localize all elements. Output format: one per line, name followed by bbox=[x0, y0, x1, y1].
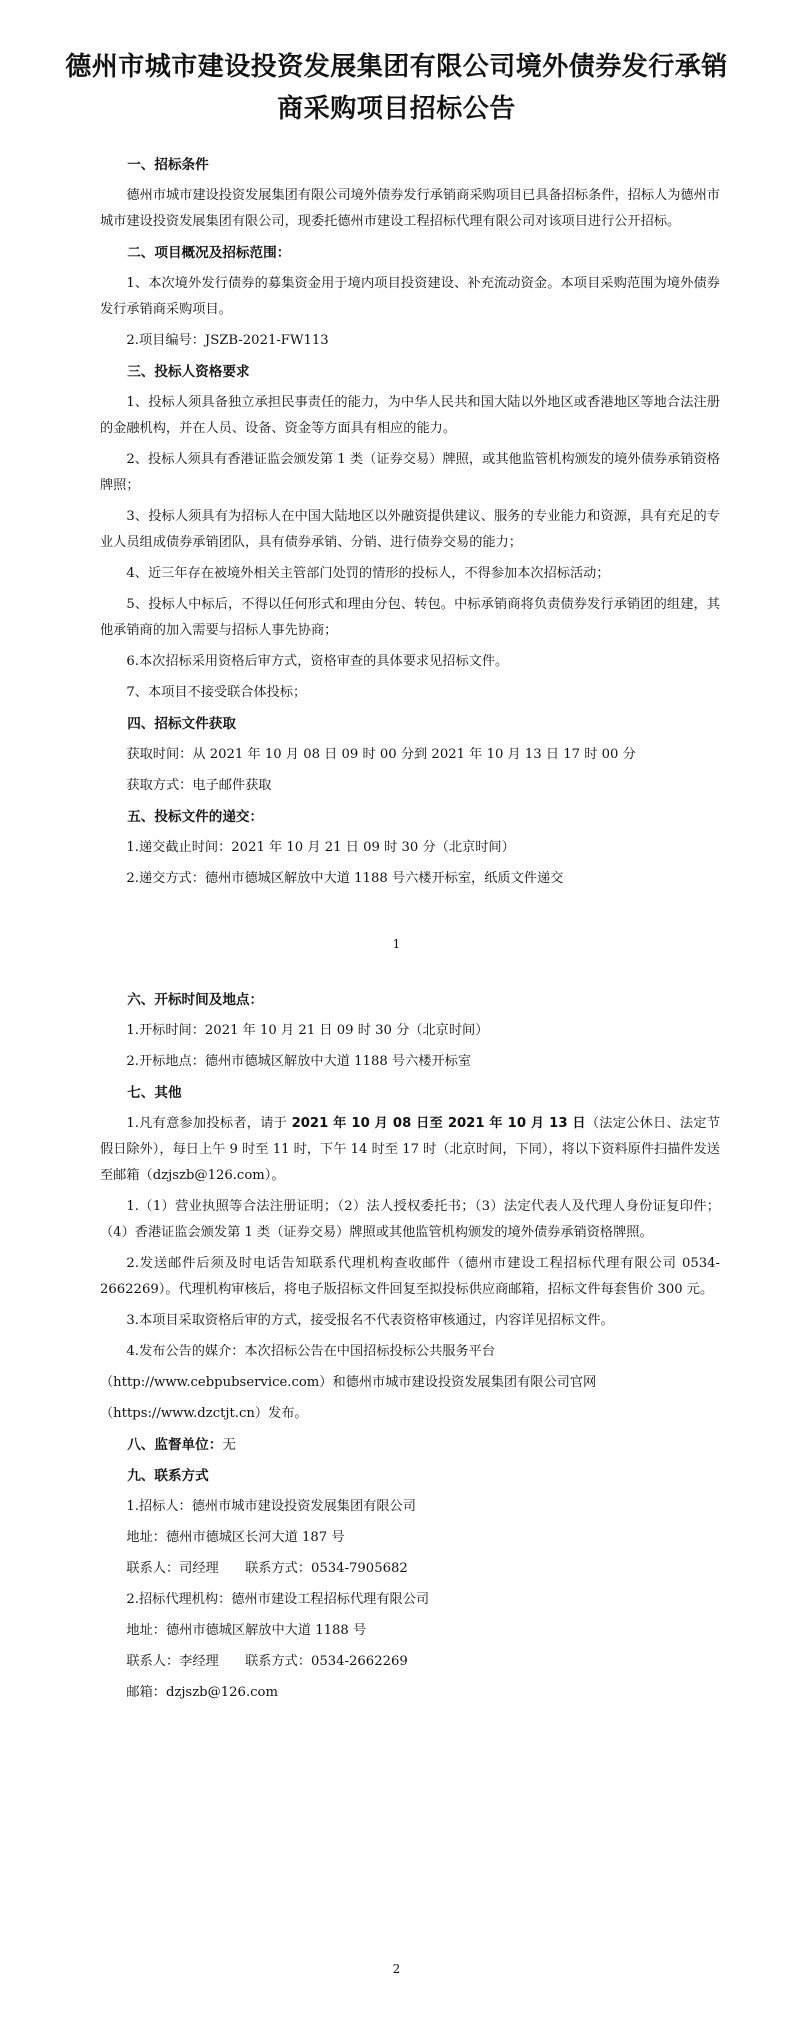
section-3-item-2: 2、投标人须具有香港证监会颁发第 1 类（证券交易）牌照，或其他监管机构颁发的境外债券承销资格牌照； bbox=[100, 452, 720, 493]
section-7-item-2: 1.（1）营业执照等合法注册证明；（2）法人授权委托书；（3）法定代表人及代理人身份证复印件；（4）香港证监会颁发第 1 类（证券交易）牌照或其他监管机构颁发的境外债券承销资格牌照。 bbox=[100, 1199, 720, 1240]
section-6-place: 2.开标地点：德州市德城区解放中大道 1188 号六楼开标室 bbox=[126, 1054, 472, 1069]
section-7-item-1-lead: 1.凡有意参加投标者，请于 bbox=[126, 1116, 292, 1131]
section-7-url-2: （https://www.dzctjt.cn）发布。 bbox=[100, 1406, 308, 1421]
announcement-body bbox=[100, 152, 720, 1711]
section-7-heading: 七、其他 bbox=[127, 1085, 182, 1101]
section-1-paragraph: 德州市城市建设投资发展集团有限公司境外债券发行承销商采购项目已具备招标条件，招标人为德州市城市建设投资发展集团有限公司，现委托德州市建设工程招标代理有限公司对该项目进行公开招标。 bbox=[100, 188, 720, 229]
section-3-heading: 三、投标人资格要求 bbox=[127, 364, 250, 380]
section-8-value: 无 bbox=[222, 1437, 236, 1453]
section-2-paragraph-1: 1、本次境外发行债券的募集资金用于境内项目投资建设、补充流动资金。本项目采购范围为境外债券发行承销商采购项目。 bbox=[100, 276, 720, 317]
contact-email: 邮箱：dzjszb@126.com bbox=[126, 1685, 278, 1700]
section-3-item-6: 6.本次招标采用资格后审方式，资格审查的具体要求见招标文件。 bbox=[126, 654, 509, 669]
section-7-item-1-rest: （法定公休日、法定节假日除外），每日上午 9 时至 11 时，下午 14 时至 17 时（北京时间，下同），将以下资料原件扫描件发送至邮箱（dzjszb@126.com）。 bbox=[100, 1116, 720, 1183]
section-3-item-1: 1、投标人须具备独立承担民事责任的能力，为中华人民共和国大陆以外地区或香港地区等地合法注册的金融机构，并在人员、设备、资金等方面具有相应的能力。 bbox=[100, 395, 720, 436]
section-3-item-3: 3、投标人须具有为招标人在中国大陆地区以外融资提供建议、服务的专业能力和资源，具有充足的专业人员组成债券承销团队，具有债券承销、分销、进行债券交易的能力； bbox=[100, 509, 720, 550]
contact-tenderer-address: 地址：德州市德城区长河大道 187 号 bbox=[126, 1530, 345, 1545]
section-4-heading: 四、招标文件获取 bbox=[127, 716, 236, 732]
contact-tenderer: 1.招标人：德州市城市建设投资发展集团有限公司 bbox=[126, 1499, 416, 1514]
section-7-item-1 bbox=[100, 1111, 720, 1189]
section-7-item-3: 2.发送邮件后须及时电话告知联系代理机构查收邮件（德州市建设工程招标代理有限公司 0534-2662269）。代理机构审核后，将电子版招标文件回复至拟投标供应商邮箱，招标文件每套售价 300 元。 bbox=[100, 1256, 720, 1297]
section-4-time: 获取时间：从 2021 年 10 月 08 日 09 时 00 分到 2021 年 10 月 13 日 17 时 00 分 bbox=[126, 747, 636, 762]
section-4-method: 获取方式：电子邮件获取 bbox=[126, 778, 272, 793]
contact-agency: 2.招标代理机构：德州市建设工程招标代理有限公司 bbox=[126, 1592, 430, 1607]
section-7-item-1-dates: 2021 年 10 月 08 日至 2021 年 10 月 13 日 bbox=[291, 1116, 586, 1131]
section-7-item-4: 3.本项目采取资格后审的方式，接受报名不代表资格审核通过，内容详见招标文件。 bbox=[126, 1313, 614, 1328]
contact-tenderer-person: 联系人：司经理 联系方式：0534-7905682 bbox=[126, 1561, 408, 1576]
section-5-method: 2.递交方式：德州市德城区解放中大道 1188 号六楼开标室，纸质文件递交 bbox=[126, 871, 564, 886]
page-number-1: 1 bbox=[392, 937, 401, 951]
section-3-item-4: 4、近三年存在被境外相关主管部门处罚的情形的投标人，不得参加本次招标活动； bbox=[126, 566, 610, 581]
section-3-item-5: 5、投标人中标后，不得以任何形式和理由分包、转包。中标承销商将负责债券发行承销团的组建，其他承销商的加入需要与招标人事先协商； bbox=[100, 597, 720, 638]
section-7-url-1: （http://www.cebpubservice.com）和德州市城市建设投资发展集团有限公司官网 bbox=[100, 1375, 597, 1390]
section-5-deadline: 1.递交截止时间：2021 年 10 月 21 日 09 时 30 分（北京时间） bbox=[126, 840, 515, 855]
section-6-heading: 六、开标时间及地点： bbox=[127, 992, 264, 1008]
section-1-heading: 一、招标条件 bbox=[127, 157, 209, 173]
page-number-2: 2 bbox=[392, 1962, 401, 1976]
page-break-spacer bbox=[100, 897, 720, 937]
section-7-item-5: 4.发布公告的媒介：本次招标公告在中国招标投标公共服务平台 bbox=[126, 1344, 496, 1359]
document-title: 德州市城市建设投资发展集团有限公司境外债券发行承销商采购项目招标公告 bbox=[65, 52, 728, 124]
contact-agency-address: 地址：德州市德城区解放中大道 1188 号 bbox=[126, 1623, 367, 1638]
contact-agency-person: 联系人：李经理 联系方式：0534-2662269 bbox=[126, 1654, 408, 1669]
section-8 bbox=[100, 1432, 720, 1458]
page-break-spacer-2 bbox=[100, 951, 720, 987]
section-2-project-code: 2.项目编号：JSZB-2021-FW113 bbox=[126, 333, 329, 348]
section-9-heading: 九、联系方式 bbox=[127, 1468, 209, 1484]
section-3-item-7: 7、本项目不接受联合体投标； bbox=[126, 685, 307, 700]
section-6-time: 1.开标时间：2021 年 10 月 21 日 09 时 30 分（北京时间） bbox=[126, 1023, 489, 1038]
section-5-heading: 五、投标文件的递交： bbox=[127, 809, 264, 825]
section-2-heading: 二、项目概况及招标范围： bbox=[127, 245, 291, 261]
section-8-heading: 八、监督单位： bbox=[127, 1437, 223, 1453]
